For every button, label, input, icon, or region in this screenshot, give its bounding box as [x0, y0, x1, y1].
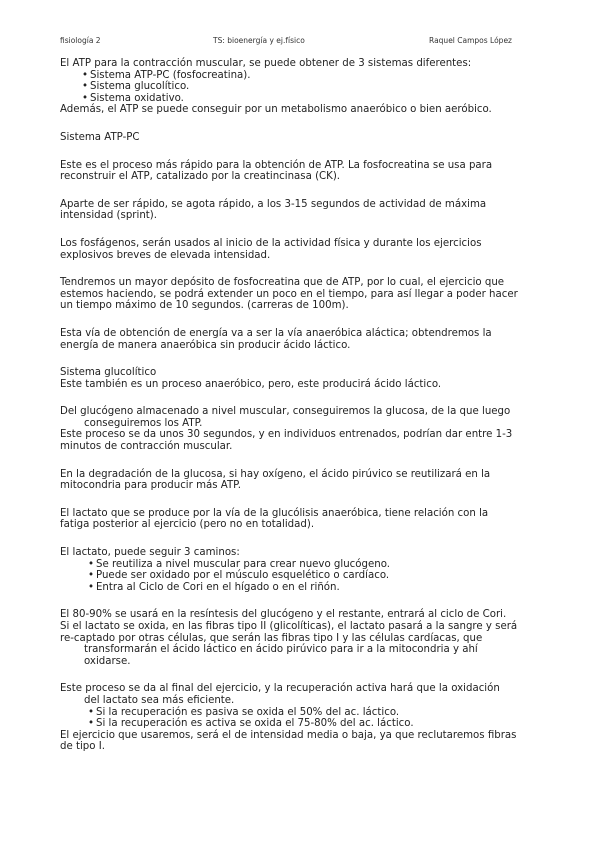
paragraph: Este también es un proceso anaeróbico, pero, este producirá ácido láctico. — [60, 378, 442, 390]
paragraph: Esta vía de obtención de energía va a ser la vía anaeróbica aláctica; obtendremos la energía de manera anaeróbica sin producir ácido láctico. — [60, 327, 492, 351]
section-title-glucolitico: Sistema glucolítico — [60, 367, 157, 379]
section-title-atp-pc: Sistema ATP-PC — [60, 131, 140, 143]
paragraph: Tendremos un mayor depósito de fosfocreatina que de ATP, por lo cual, el ejercicio que estemos haciendo, se podrá extender un poco en el tiempo, para así llegar a poder hacer un tiempo máximo de 10 segundos. (carreras de 100m). — [60, 277, 518, 312]
paragraph: Si el lactato se oxida, en las fibras tipo II (glicolíticas), el lactato pasará a la sangre y será re-captado por otras células, que serán las fibras tipo I y las células cardíacas, que — [60, 621, 518, 644]
header-subject: fisiología 2 — [60, 36, 101, 45]
page-header — [60, 36, 512, 48]
paragraph-continuation: transformarán el ácido láctico en ácido pirúvico para ir a la mitocondria y ahí oxidarse. — [84, 644, 478, 667]
document-body — [60, 58, 518, 753]
paragraph: El lactato que se produce por la vía de la glucólisis anaeróbica, tiene relación con la fatiga posterior al ejercicio (pero no en totalidad). — [60, 507, 489, 531]
list-item: • Si la recuperación es activa se oxida el 75-80% del ac. láctico. — [60, 718, 518, 730]
list-item: • Puede ser oxidado por el músculo esquelético o cardíaco. — [60, 570, 518, 582]
list-item: • Sistema oxidativo. — [60, 93, 518, 105]
list-item: • Se reutiliza a nivel muscular para crear nuevo glucógeno. — [60, 559, 518, 571]
paragraph: El 80-90% se usará en la resíntesis del glucógeno y el restante, entrará al ciclo de Cori. — [60, 609, 507, 621]
paragraph: El ejercicio que usaremos, será el de intensidad media o baja, ya que reclutaremos fibras de tipo I. — [60, 729, 517, 753]
paragraph: Este proceso se da al final del ejercicio, y la recuperación activa hará que la oxidación — [60, 683, 500, 695]
list-item: • Sistema glucolítico. — [60, 81, 518, 93]
list-item: • Entra al Ciclo de Cori en el hígado o en el riñón. — [60, 582, 518, 594]
intro-conclusion: Además, el ATP se puede conseguir por un metabolismo anaeróbico o bien aeróbico. — [60, 104, 492, 116]
paragraph: El lactato, puede seguir 3 caminos: — [60, 547, 240, 559]
paragraph: Este proceso se da unos 30 segundos, y en individuos entrenados, podrían dar entre 1-3 minutos de contracción muscular. — [60, 429, 513, 453]
paragraph-continuation: del lactato sea más eficiente. — [84, 694, 235, 706]
paragraph: Los fosfágenos, serán usados al inicio de la actividad física y durante los ejercicios explosivos breves de elevada intensidad. — [60, 237, 482, 261]
list-item: • Sistema ATP-PC (fosfocreatina). — [60, 70, 518, 82]
paragraph-continuation: conseguiremos los ATP. — [84, 417, 203, 429]
intro-line: El ATP para la contracción muscular, se puede obtener de 3 sistemas diferentes: — [60, 58, 472, 69]
list-item: • Si la recuperación es pasiva se oxida el 50% del ac. láctico. — [60, 707, 518, 719]
header-author: Raquel Campos López — [429, 36, 512, 45]
paragraph: En la degradación de la glucosa, si hay oxígeno, el ácido pirúvico se reutilizará en la mitocondria para producir más ATP. — [60, 468, 491, 492]
paragraph: Este es el proceso más rápido para la obtención de ATP. La fosfocreatina se usa para reconstruir el ATP, catalizado por la creatincinasa (CK). — [60, 159, 493, 183]
header-topic: TS: bioenergía y ej.físico — [213, 36, 305, 45]
paragraph: Del glucógeno almacenado a nivel muscular, conseguiremos la glucosa, de la que luego — [60, 406, 511, 418]
paragraph: Aparte de ser rápido, se agota rápido, a los 3-15 segundos de actividad de máxima intensidad (sprint). — [60, 198, 487, 222]
